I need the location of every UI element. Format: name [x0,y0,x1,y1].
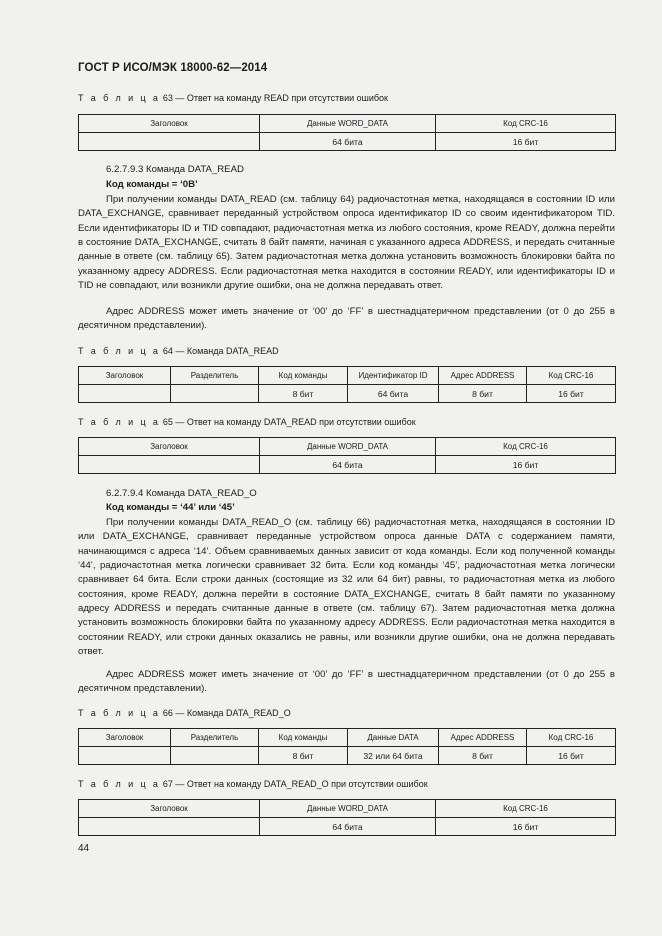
table-header-row [79,115,616,133]
header-cell: Код команды [259,729,348,747]
body-paragraph: При получении команды DATA_READ_O (см. таблицу 66) радиочастотная метка, находящаяся в состоянии ID или DATA_EXCHANGE, сравнивает переданные устройством опроса данные DATA с содержанием памяти, начинающимся с адреса ‘14’. Объем сравниваемых данных зависит от кода команды. Если код полученной команды ‘44’, радиочастотная метка логически сравнивает 32 бита. Если код команды ‘45’, радиочастотная метка логически сравнивает 64 бита. Если строки данных (состоящие из 32 или 64 бит) равны, то радиочастотная метка из любого состояния, кроме READY, должна перейти в состояние DATA_EXCHANGE, считать 8 байт памяти по указанному адресу ADDRESS и передать считанные данные в ответе (см. таблицу 67). Затем радиочастотная метка должна установить возможность блокировки байта по указанному адресу ADDRESS. Если радиочастотная метка находится в состоянии READY, или строки данных оказались не равны, или возникли другие ошибки, она не должна передавать ответ. [78,517,615,658]
table-cell [79,385,171,403]
table-header-row [79,438,616,456]
table67 [78,799,616,836]
header-cell: Заголовок [79,367,171,385]
table-cell: 64 бита [348,385,439,403]
command-code-label: Код команды = ‘44’ или ‘45’ [106,502,235,513]
table63-caption [78,93,388,103]
header-cell: Код CRC-16 [436,438,616,456]
table-cell [171,747,259,765]
caption-text: 65 — Ответ на команду DATA_READ при отсутствии ошибок [162,417,416,427]
table-row [79,133,616,151]
table-cell: 8 бит [259,747,348,765]
table-cell [79,747,171,765]
header-cell: Разделитель [171,367,259,385]
table-cell: 16 бит [436,818,616,836]
header-cell: Адрес ADDRESS [439,367,527,385]
command-code-label: Код команды = ‘0B’ [106,179,198,190]
table-cell: 8 бит [439,747,527,765]
table-row [79,818,616,836]
table-cell [79,133,260,151]
table-cell: 8 бит [259,385,348,403]
table64 [78,366,616,403]
table-row [79,747,616,765]
header-cell: Разделитель [171,729,259,747]
section-heading: 6.2.7.9.4 Команда DATA_READ_O [106,488,257,499]
table65-caption [78,417,416,427]
table65 [78,437,616,474]
table-cell: 16 бит [436,456,616,474]
table-cell: 16 бит [436,133,616,151]
header-cell: Адрес ADDRESS [439,729,527,747]
table-cell: 16 бит [527,385,616,403]
table-cell: 64 бита [260,456,436,474]
header-cell: Код CRC-16 [436,800,616,818]
table67-caption [78,779,428,789]
header-cell: Код команды [259,367,348,385]
table-cell: 16 бит [527,747,616,765]
caption-text: 67 — Ответ на команду DATA_READ_O при отсутствии ошибок [162,779,428,789]
table-header-row [79,729,616,747]
header-cell: Данные DATA [348,729,439,747]
document-header: ГОСТ Р ИСО/МЭК 18000-62—2014 [78,62,268,74]
table-cell: 64 бита [260,133,436,151]
caption-text: 63 — Ответ на команду READ при отсутствии ошибок [162,93,388,103]
caption-text: 64 — Команда DATA_READ [162,346,279,356]
table-cell: 8 бит [439,385,527,403]
header-cell: Код CRC-16 [527,367,616,385]
header-cell: Данные WORD_DATA [260,438,436,456]
caption-prefix: Т а б л и ц а [78,779,161,789]
table-cell [171,385,259,403]
table66 [78,728,616,765]
table64-caption [78,346,279,356]
header-cell: Данные WORD_DATA [260,800,436,818]
table-row [79,385,616,403]
table-row [79,456,616,474]
section-heading: 6.2.7.9.3 Команда DATA_READ [106,164,244,175]
table63 [78,114,616,151]
header-cell: Заголовок [79,115,260,133]
header-cell: Данные WORD_DATA [260,115,436,133]
caption-prefix: Т а б л и ц а [78,417,161,427]
table-cell [79,456,260,474]
caption-prefix: Т а б л и ц а [78,346,161,356]
caption-prefix: Т а б л и ц а [78,708,161,718]
table66-caption [78,708,291,718]
caption-text: 66 — Команда DATA_READ_O [162,708,291,718]
header-cell: Заголовок [79,438,260,456]
body-paragraph: При получении команды DATA_READ (см. таблицу 64) радиочастотная метка, находящаяся в состоянии ID или DATA_EXCHANGE, сравнивает переданный устройством опроса идентификатор ID со своим идентификатором TID. Если идентификаторы ID и TID совпадают, радиочастотная метка из любого состояния, кроме READY, должна перейти в состояние DATA_EXCHANGE, считать 8 байт памяти, начиная с указанного адреса ADDRESS, и передать считанные данные в ответе (см. таблицу 65). Затем радиочастотная метка должна установить возможность блокировки байта по указанному адресу ADDRESS. Если радиочастотная метка находится в состоянии READY, или идентификаторы ID и TID не совпадают, или возникли другие ошибки, она не должна передавать ответ. [78,194,615,292]
body-paragraph: Адрес ADDRESS может иметь значение от ‘00’ до ‘FF’ в шестнадцатеричном представлении (от 0 до 255 в десятичном представлении). [78,306,615,332]
header-cell: Код CRC-16 [527,729,616,747]
table-cell: 32 или 64 бита [348,747,439,765]
header-cell: Заголовок [79,729,171,747]
header-cell: Код CRC-16 [436,115,616,133]
caption-prefix: Т а б л и ц а [78,93,161,103]
header-cell: Идентификатор ID [348,367,439,385]
table-cell [79,818,260,836]
table-cell: 64 бита [260,818,436,836]
body-paragraph: Адрес ADDRESS может иметь значение от ‘00’ до ‘FF’ в шестнадцатеричном представлении (от 0 до 255 в десятичном представлении). [78,669,615,695]
table-header-row [79,800,616,818]
table-header-row [79,367,616,385]
page-number: 44 [78,843,90,854]
header-cell: Заголовок [79,800,260,818]
